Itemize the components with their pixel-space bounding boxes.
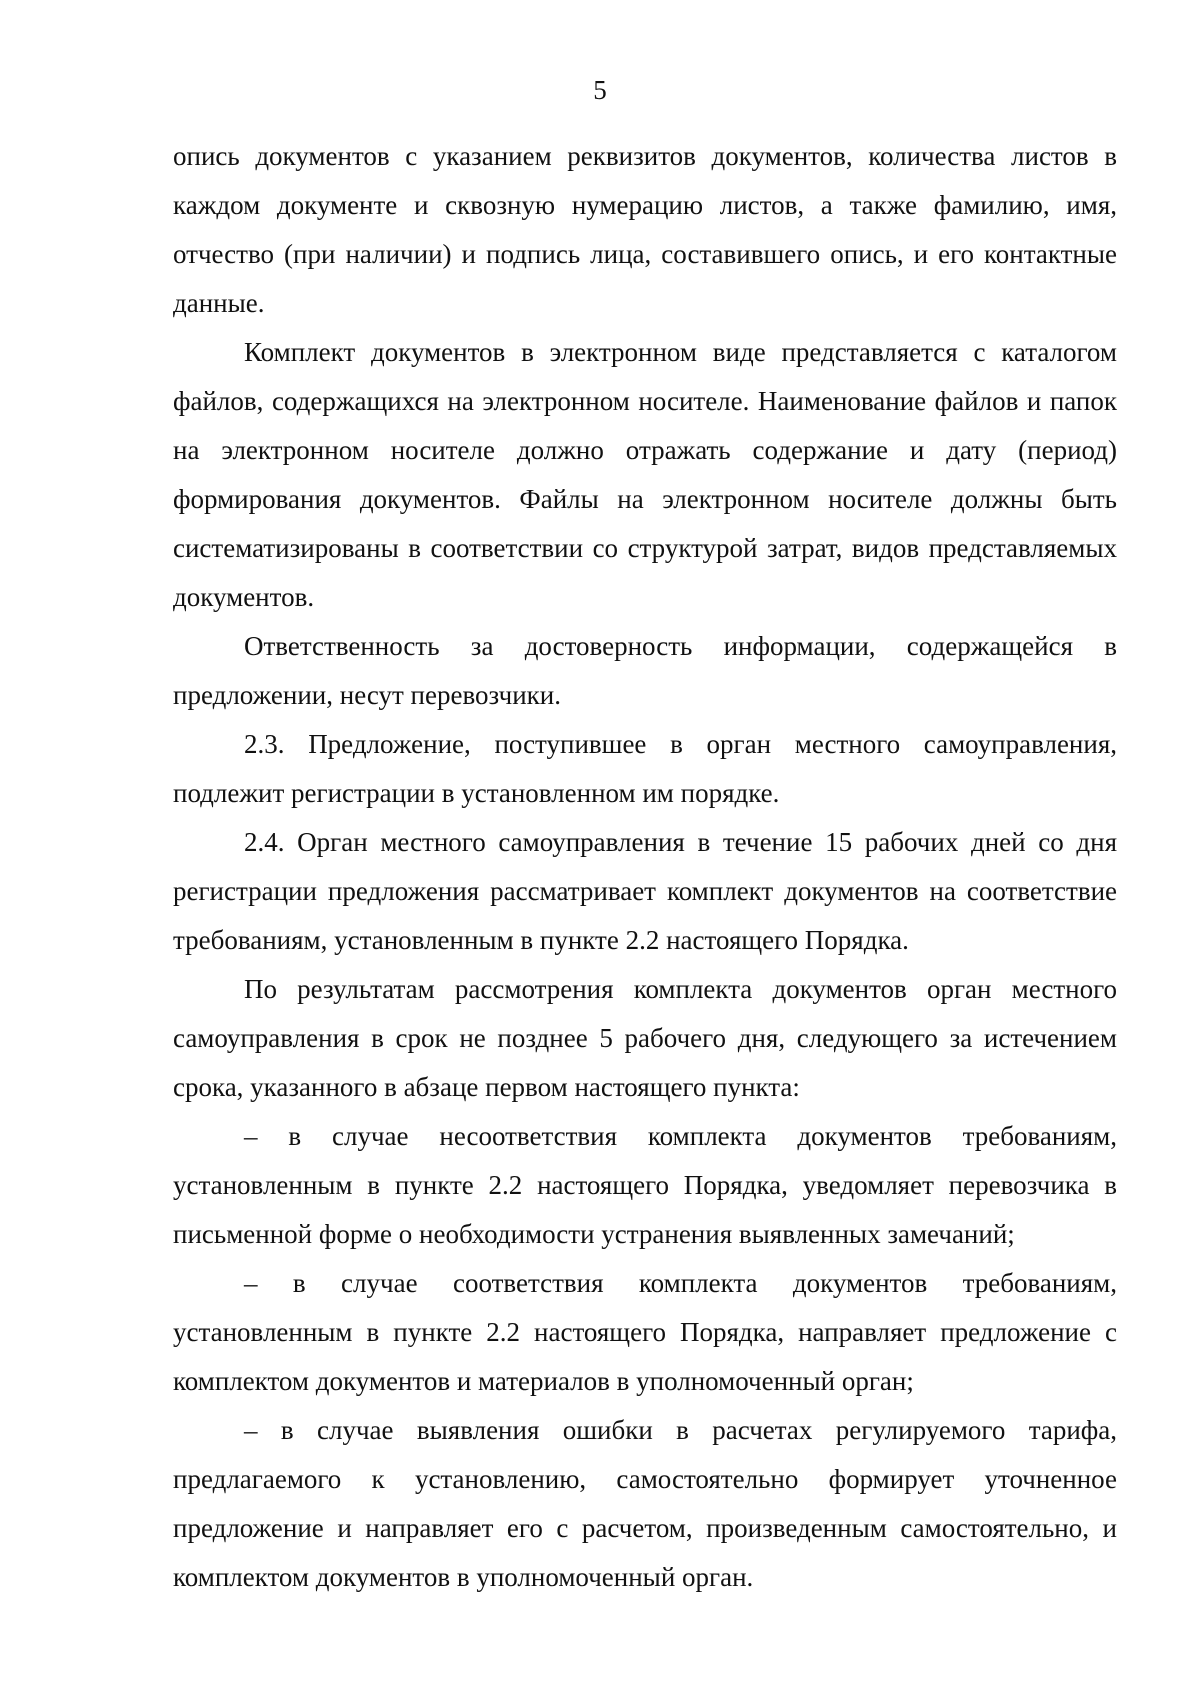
document-body xyxy=(173,132,1117,1602)
list-item-nonconformity: – в случае несоответствия комплекта документов требованиям, установленным в пункте 2.2 настоящего Порядка, уведомляет перевозчика в письменной форме о необходимости устранения выявленных замечаний; xyxy=(173,1121,1117,1249)
paragraph-responsibility: Ответственность за достоверность информации, содержащейся в предложении, несут перевозчики. xyxy=(173,631,1117,710)
paragraph-electronic-set: Комплект документов в электронном виде представляется с каталогом файлов, содержащихся на электронном носителе. Наименование файлов и папок на электронном носителе должно отражать содержание и дату (период) формирования документов. Файлы на электронном носителе должны быть систематизированы в соответствии со структурой затрат, видов представляемых документов. xyxy=(173,337,1117,612)
paragraph-review-results: По результатам рассмотрения комплекта документов орган местного самоуправления в срок не позднее 5 рабочего дня, следующего за истечением срока, указанного в абзаце первом настоящего пункта: xyxy=(173,974,1117,1102)
page-number: 5 xyxy=(593,75,607,105)
list-item-error: – в случае выявления ошибки в расчетах регулируемого тарифа, предлагаемого к установлению, самостоятельно формирует уточненное предложение и направляет его с расчетом, произведенным самостоятельно, и комплектом документов в уполномоченный орган. xyxy=(173,1415,1117,1592)
paragraph-2-4: 2.4. Орган местного самоуправления в течение 15 рабочих дней со дня регистрации предложения рассматривает комплект документов на соответствие требованиям, установленным в пункте 2.2 настоящего Порядка. xyxy=(173,827,1117,955)
paragraph-continuation: опись документов с указанием реквизитов документов, количества листов в каждом документе и сквозную нумерацию листов, а также фамилию, имя, отчество (при наличии) и подпись лица, составившего опись, и его контактные данные. xyxy=(173,141,1117,318)
paragraph-2-3: 2.3. Предложение, поступившее в орган местного самоуправления, подлежит регистрации в установленном им порядке. xyxy=(173,729,1117,808)
list-item-conformity: – в случае соответствия комплекта документов требованиям, установленным в пункте 2.2 настоящего Порядка, направляет предложение с комплектом документов и материалов в уполномоченный орган; xyxy=(173,1268,1117,1396)
